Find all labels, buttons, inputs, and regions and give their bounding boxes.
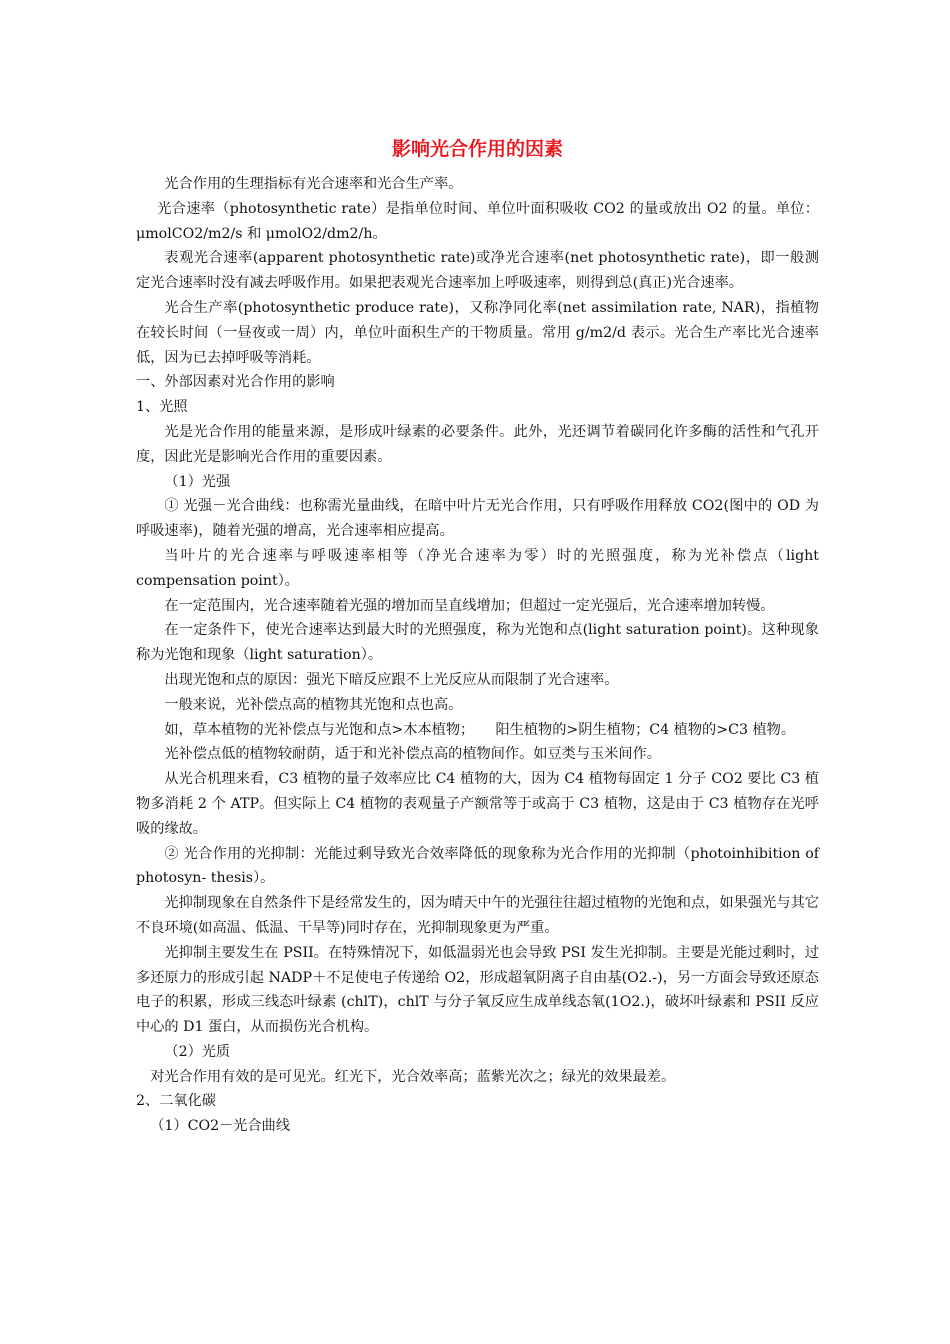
paragraph: ② 光合作用的光抑制：光能过剩导致光合效率降低的现象称为光合作用的光抑制（photoinhibition of photosyn- thesis）。 [136, 845, 819, 887]
paragraph: 一般来说，光补偿点高的植物其光饱和点也高。 [164, 696, 463, 713]
paragraph: 光是光合作用的能量来源，是形成叶绿素的必要条件。此外，光还调节着碳同化许多酶的活性和气孔开度，因此光是影响光合作用的重要因素。 [136, 423, 819, 465]
paragraph: ① 光强－光合曲线：也称需光量曲线，在暗中叶片无光合作用，只有呼吸作用释放 CO2(图中的 OD 为呼吸速率)，随着光强的增高，光合速率相应提高。 [136, 498, 819, 540]
paragraph: 当叶片的光合速率与呼吸速率相等（净光合速率为零）时的光照强度，称为光补偿点（light compensation point）。 [136, 547, 819, 589]
paragraph: 在一定范围内，光合速率随着光强的增加而呈直线增加；但超过一定光强后，光合速率增加转慢。 [164, 597, 775, 614]
paragraph: 光补偿点低的植物较耐荫，适于和光补偿点高的植物间作。如豆类与玉米间作。 [164, 746, 661, 763]
item-heading: （1）光强 [164, 473, 231, 490]
document-page [136, 134, 819, 1139]
subsection-heading: 1、光照 [136, 399, 188, 416]
paragraph: 光合生产率(photosynthetic produce rate)，又称净同化率(net assimilation rate, NAR)，指植物在较长时间（一昼夜或一周）内，单位叶面积生产的干物质量。常用 g/m2/d 表示。光合生产率比光合速率低，因为已去掉呼吸等消耗。 [136, 299, 819, 366]
paragraph: 出现光饱和点的原因：强光下暗反应跟不上光反应从而限制了光合速率。 [164, 671, 619, 688]
paragraph: 如，草本植物的光补偿点与光饱和点>木本植物； 阳生植物的>阴生植物；C4 植物的>C3 植物。 [164, 721, 796, 738]
subsection-heading: 2、二氧化碳 [136, 1093, 216, 1110]
paragraph: 光抑制现象在自然条件下是经常发生的，因为晴天中午的光强往往超过植物的光饱和点，如果强光与其它不良环境(如高温、低温、干旱等)同时存在，光抑制现象更为严重。 [136, 895, 819, 936]
paragraph: 光合速率（photosynthetic rate）是指单位时间、单位叶面积吸收 CO2 的量或放出 O2 的量。单位：μmolCO2/m2/s 和 μmolO2/dm2/h。 [136, 200, 819, 242]
paragraph: 光抑制主要发生在 PSII。在特殊情况下，如低温弱光也会导致 PSI 发生光抑制。主要是光能过剩时，过多还原力的形成引起 NADP＋不足使电子传递给 O2，形成超氧阴离子自由基(O2.-)，另一方面会导致还原态电子的积累，形成三线态叶绿素 (chlT)，chlT 与分子氧反应生成单线态氧(1O2.)，破坏叶绿素和 PSII 反应中心的 D1 蛋白，从而损伤光合机构。 [136, 944, 819, 1036]
item-heading: （1）CO2－光合曲线 [150, 1118, 291, 1135]
section-heading: 一、外部因素对光合作用的影响 [136, 374, 335, 391]
paragraph: 在一定条件下，使光合速率达到最大时的光照强度，称为光饱和点(light saturation point)。这种现象称为光饱和现象（light saturation）。 [136, 622, 819, 664]
document-title: 影响光合作用的因素 [391, 138, 563, 160]
item-heading: （2）光质 [164, 1043, 231, 1060]
paragraph: 对光合作用有效的是可见光。红光下，光合效率高；蓝紫光次之；绿光的效果最差。 [150, 1068, 676, 1085]
paragraph: 从光合机理来看，C3 植物的量子效率应比 C4 植物的大，因为 C4 植物每固定 1 分子 CO2 要比 C3 植物多消耗 2 个 ATP。但实际上 C4 植物的表观量子产额常等于或高于 C3 植物，这是由于 C3 植物存在光呼吸的缘故。 [136, 771, 819, 837]
paragraph: 光合作用的生理指标有光合速率和光合生产率。 [164, 176, 463, 192]
paragraph: 表观光合速率(apparent photosynthetic rate)或净光合速率(net photosynthetic rate)，即一般测定光合速率时没有减去呼吸作用。如果把表观光合速率加上呼吸速率，则得到总(真正)光合速率。 [136, 250, 819, 292]
